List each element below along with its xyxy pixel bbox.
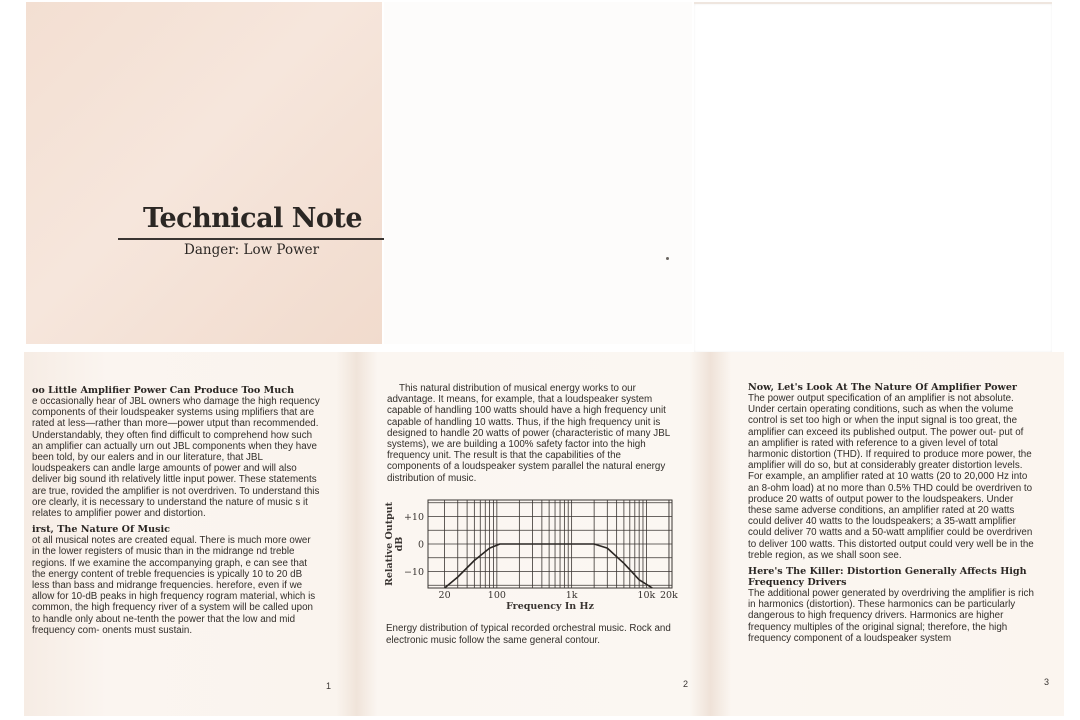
cover-panel (26, 2, 382, 344)
cover-rule (118, 238, 384, 240)
x-tick-label: 1k (565, 590, 578, 601)
cover-subtitle: Danger: Low Power (184, 242, 320, 258)
page-2-column (387, 383, 675, 484)
cover-title: Technical Note (143, 203, 363, 234)
energy-distribution-chart (380, 492, 690, 616)
chart-marks (445, 544, 653, 588)
page-3-heading-2: Here's The Killer: Distortion Generally Affects High Frequency Drivers (748, 566, 1027, 589)
x-tick-label: 10k (637, 590, 656, 601)
chart-caption: Energy distribution of typical recorded orchestral music. Rock and electronic music follow the same general contour. (386, 623, 671, 646)
series-line (445, 544, 653, 588)
speck (666, 257, 669, 260)
page-1-body-2: ot all musical notes are created equal. There is much more ower in the lower registers of music than in the midrange nd treble regions. If we examine the accompanying graph, e can see that the energy content of treble frequencies is ypically 10 to 20 dB less than bass and midrange frequencies. herefore, even if we allow for 10-dB peaks in high frequency rogram material, which is common, the high frequency river of a system will be called upon to handle only about ne-tenth the power that the low and mid frequency com- onents must sustain. (32, 535, 316, 636)
x-tick-label: 20 (438, 590, 451, 601)
page-3-heading-1: Now, Let's Look At The Nature Of Amplifier Power (748, 382, 1017, 393)
page-1-column (32, 385, 320, 636)
page-1-heading-1: oo Little Amplifier Power Can Produce Too Much (32, 385, 295, 396)
x-tick-label: 20k (659, 590, 678, 601)
y-axis-unit: dB (394, 536, 405, 552)
page-1-body-1: e occasionally hear of JBL owners who damage the high requency components of their loudspeaker systems using mplifiers that are rated at less—rather than more—power utput than recommended. Understandably, they often find difficult to comprehend how such an amplifier can actually urn out JBL components when they have been told, by our ealers and in our literature, that JBL loudspeakers can andle large amounts of power and will also deliver big sound ith relatively little input power. These statements are true, rovided the amplifier is not overdriven. To understand this ore clearly, it is necessary to understand the nature of music s it relates to amplifier power and distortion. (32, 396, 320, 520)
blank-page-right (694, 2, 1052, 352)
blank-page-middle (384, 2, 692, 344)
page-number-3: 3 (1044, 677, 1050, 687)
page-1-heading-2: irst, The Nature Of Music (32, 524, 170, 536)
x-tick-label: 100 (487, 590, 506, 601)
page-number-1: 1 (326, 681, 332, 691)
y-tick-label: +10 (403, 512, 424, 523)
y-tick-label: 0 (417, 539, 424, 551)
page-3-column (748, 382, 1036, 644)
page-3-body-2: The additional power generated by overdriving the amplifier is rich in harmonics (distortion). These harmonics can be particularly dangerous to high frequency drivers. Harmonics are higher frequency multiples of the original signal; therefore, the high frequency component of a loudspeaker system (748, 588, 1034, 644)
page-3-body-1: The power output specification of an amplifier is not absolute. Under certain operating conditions, such as when the volume control is set too high or when the input signal is too great, the amplifier can exceed its published output. The power out- put of an amplifier is rated with reference to a given level of total harmonic distortion (THD). If required to produce more power, the amplifier will do so, but at considerably greater distortion levels. For example, an amplifier rated at 10 watts (20 to 20,000 Hz into an 8-ohm load) at no more than 0.5% THD could be overdriven to produce 20 watts of output power to the loudspeakers. Under these same adverse conditions, an amplifier rated at 20 watts could deliver 40 watts to the loudspeakers; a 35-watt amplifier could deliver 70 watts and a 50-watt amplifier could be overdriven to deliver 100 watts. This distorted output could very well be in the treble region, as we shall soon see. (748, 393, 1034, 561)
page-number-2: 2 (683, 679, 689, 689)
y-axis-label: Relative Output (384, 501, 395, 587)
x-axis-label: Frequency In Hz (506, 601, 594, 612)
y-tick-label: −10 (403, 567, 424, 578)
page-2-body: This natural distribution of musical energy works to our advantage. It means, for example, that a loudspeaker system capable of handling 100 watts should have a high frequency unit capable of handling 10 watts. Thus, if the high frequency unit is designed to handle 20 watts of power (characteristic of many JBL systems), we are building a 100% safety factor into the high frequency unit. The result is that the capabilities of the components of a loudspeaker system parallel the natural energy distribution of music. (387, 383, 670, 484)
